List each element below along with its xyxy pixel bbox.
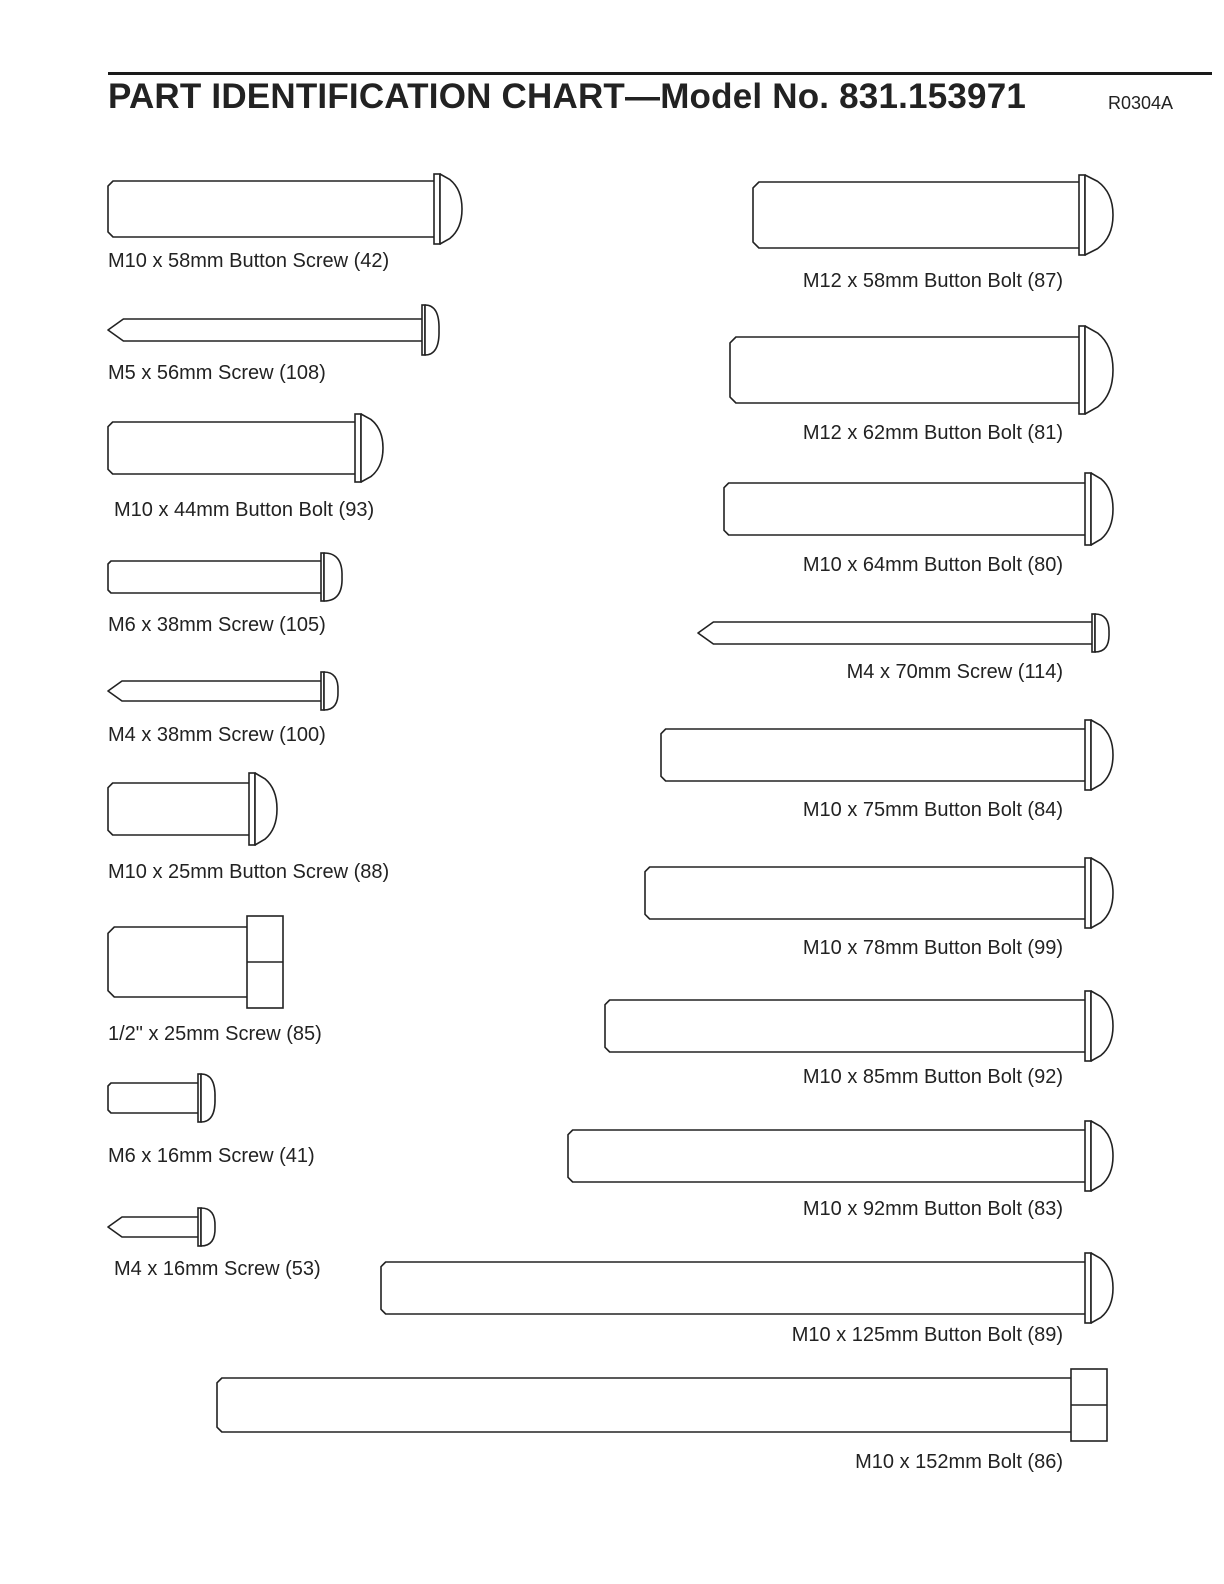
round-head: [201, 1208, 215, 1246]
shank: [108, 561, 321, 593]
part-drawing-m10-x-44mm-button-bolt-93: [108, 414, 383, 482]
shank: [605, 1000, 1085, 1052]
shank: [108, 1217, 198, 1237]
shank: [568, 1130, 1085, 1182]
button-head: [1091, 473, 1113, 545]
part-drawing-m10-x-25mm-button-screw-88: [108, 773, 277, 845]
shank: [381, 1262, 1085, 1314]
document-code: R0304A: [1108, 93, 1174, 113]
part-label-m6-x-38mm-screw-105: M6 x 38mm Screw (105): [108, 614, 326, 636]
part-label-m10-x-58mm-button-screw-42: M10 x 58mm Button Screw (42): [108, 250, 390, 272]
button-head: [1085, 326, 1113, 414]
shank: [645, 867, 1085, 919]
part-label-m10-x-75mm-button-bolt-84: M10 x 75mm Button Bolt (84): [802, 799, 1063, 821]
part-label-m10-x-64mm-button-bolt-80: M10 x 64mm Button Bolt (80): [802, 554, 1063, 576]
shank: [108, 783, 249, 835]
button-head: [440, 174, 462, 244]
bolt-head-flange: [355, 414, 361, 482]
shank: [108, 681, 321, 701]
part-label-m10-x-125mm-button-bolt-89: M10 x 125mm Button Bolt (89): [791, 1324, 1063, 1346]
part-label-m12-x-62mm-button-bolt-81: M12 x 62mm Button Bolt (81): [802, 422, 1063, 444]
bolt-head-flange: [1085, 858, 1091, 928]
button-head: [1091, 1253, 1113, 1323]
bolt-head-flange: [1085, 991, 1091, 1061]
part-drawing-m6-x-38mm-screw-105: [108, 553, 342, 601]
part-label-m5-x-56mm-screw-108: M5 x 56mm Screw (108): [108, 362, 326, 384]
shank: [661, 729, 1085, 781]
round-head: [425, 305, 439, 355]
shank: [108, 927, 247, 997]
part-drawing-1-2in-x-25mm-screw-85: [108, 916, 283, 1008]
part-label-1-2in-x-25mm-screw-85: 1/2" x 25mm Screw (85): [108, 1023, 322, 1045]
bolt-head-flange: [434, 174, 440, 244]
part-drawing-m4-x-16mm-screw-53: [108, 1208, 215, 1246]
shank: [724, 483, 1085, 535]
shank: [753, 182, 1079, 248]
shank: [108, 319, 422, 341]
bolt-head-flange: [1085, 1253, 1091, 1323]
part-drawing-m12-x-62mm-button-bolt-81: [730, 326, 1113, 414]
part-drawing-m5-x-56mm-screw-108: [108, 305, 439, 355]
bolt-head-flange: [1085, 473, 1091, 545]
part-drawing-m10-x-75mm-button-bolt-84: [661, 720, 1113, 790]
round-head: [1095, 614, 1109, 652]
button-head: [1091, 991, 1113, 1061]
part-drawing-m6-x-16mm-screw-41: [108, 1074, 215, 1122]
part-drawing-m10-x-64mm-button-bolt-80: [724, 473, 1113, 545]
shank: [217, 1378, 1071, 1432]
part-label-m4-x-38mm-screw-100: M4 x 38mm Screw (100): [108, 724, 326, 746]
button-head: [1091, 720, 1113, 790]
part-drawing-m12-x-58mm-button-bolt-87: [753, 175, 1113, 255]
part-drawing-m4-x-70mm-screw-114: [698, 614, 1109, 652]
round-head: [324, 672, 338, 710]
part-drawing-m10-x-152mm-bolt-86: [217, 1369, 1107, 1441]
button-head: [1091, 1121, 1113, 1191]
part-label-m6-x-16mm-screw-41: M6 x 16mm Screw (41): [108, 1145, 315, 1167]
shank: [730, 337, 1079, 403]
button-head: [1091, 858, 1113, 928]
part-label-m10-x-85mm-button-bolt-92: M10 x 85mm Button Bolt (92): [802, 1066, 1063, 1088]
part-drawing-m10-x-58mm-button-screw-42: [108, 174, 462, 244]
bolt-head-flange: [1085, 720, 1091, 790]
part-drawing-m10-x-92mm-button-bolt-83: [568, 1121, 1113, 1191]
shank: [108, 1083, 198, 1113]
shank: [698, 622, 1092, 644]
round-head: [324, 553, 342, 601]
part-drawing-m10-x-85mm-button-bolt-92: [605, 991, 1113, 1061]
bolt-head-flange: [1079, 175, 1085, 255]
part-label-m4-x-16mm-screw-53: M4 x 16mm Screw (53): [114, 1258, 321, 1280]
shank: [108, 422, 355, 474]
bolt-head-flange: [1079, 326, 1085, 414]
part-drawing-m10-x-78mm-button-bolt-99: [645, 858, 1113, 928]
part-label-m4-x-70mm-screw-114: M4 x 70mm Screw (114): [846, 661, 1063, 683]
part-label-m10-x-78mm-button-bolt-99: M10 x 78mm Button Bolt (99): [802, 937, 1063, 959]
bolt-head-flange: [249, 773, 255, 845]
part-label-m10-x-92mm-button-bolt-83: M10 x 92mm Button Bolt (83): [802, 1198, 1063, 1220]
part-label-m10-x-44mm-button-bolt-93: M10 x 44mm Button Bolt (93): [114, 499, 375, 521]
part-drawing-m10-x-125mm-button-bolt-89: [381, 1253, 1113, 1323]
bolt-head-flange: [1085, 1121, 1091, 1191]
button-head: [255, 773, 277, 845]
part-drawing-m4-x-38mm-screw-100: [108, 672, 338, 710]
button-head: [361, 414, 383, 482]
button-head: [1085, 175, 1113, 255]
part-label-m12-x-58mm-button-bolt-87: M12 x 58mm Button Bolt (87): [802, 270, 1063, 292]
page-title: PART IDENTIFICATION CHART—Model No. 831.153971: [108, 77, 1027, 116]
shank: [108, 181, 434, 237]
part-label-m10-x-25mm-button-screw-88: M10 x 25mm Button Screw (88): [108, 861, 390, 883]
round-head: [201, 1074, 215, 1122]
part-label-m10-x-152mm-bolt-86: M10 x 152mm Bolt (86): [855, 1451, 1063, 1473]
